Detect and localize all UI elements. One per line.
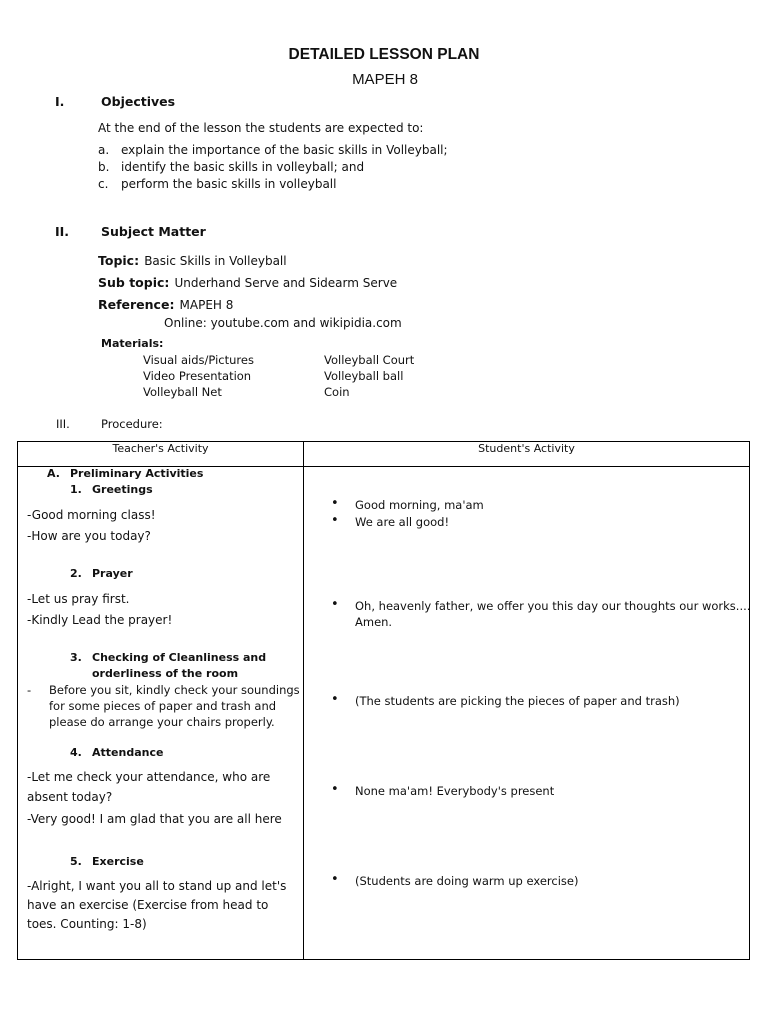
column-header-teacher: Teacher's Activity	[112, 442, 209, 455]
teacher-line: please do arrange your chairs properly.	[49, 715, 275, 729]
student-response: (The students are picking the pieces of paper and trash)	[355, 694, 680, 708]
material-item: Coin	[324, 385, 350, 399]
section-number-subject-matter: II.	[55, 224, 70, 239]
objective-letter: b.	[98, 160, 110, 174]
material-item: Visual aids/Pictures	[143, 353, 254, 367]
teacher-line: -Very good! I am glad that you are all here	[27, 812, 282, 826]
teacher-line: -Kindly Lead the prayer!	[27, 613, 173, 627]
reference-label: Reference:	[98, 297, 175, 312]
bullet-icon: •	[331, 597, 339, 612]
teacher-line: -Let me check your attendance, who are	[27, 770, 271, 784]
activity-title-cleanliness-continued: orderliness of the room	[92, 667, 239, 680]
document-title: DETAILED LESSON PLAN	[288, 46, 480, 63]
material-item: Video Presentation	[143, 369, 252, 383]
student-response: We are all good!	[355, 515, 450, 529]
reference-row	[98, 294, 233, 313]
objective-letter: a.	[98, 143, 110, 157]
teacher-line: -Good morning class!	[27, 508, 156, 522]
bullet-icon: •	[331, 496, 339, 511]
activity-title-prayer: Prayer	[92, 567, 133, 580]
material-item: Volleyball ball	[324, 369, 404, 383]
objectives-intro: At the end of the lesson the students are expected to:	[98, 121, 424, 135]
student-response-continued: Amen.	[355, 615, 393, 629]
student-response: Good morning, ma'am	[355, 498, 484, 512]
objective-letter: c.	[98, 177, 109, 191]
activity-title-greetings: Greetings	[92, 483, 153, 496]
activity-number: 4.	[70, 746, 82, 759]
student-response: Oh, heavenly father, we offer you this day our thoughts our works....	[355, 599, 751, 613]
table-column-divider	[303, 441, 304, 960]
teacher-line: -Let us pray first.	[27, 592, 130, 606]
topic-row	[98, 250, 287, 269]
subtopic-row	[98, 272, 397, 291]
teacher-line: for some pieces of paper and trash and	[49, 699, 277, 713]
bullet-icon: •	[331, 782, 339, 797]
reference-value: MAPEH 8	[179, 298, 234, 312]
material-item: Volleyball Court	[324, 353, 415, 367]
section-number-objectives: I.	[55, 94, 65, 109]
activity-section-title: Preliminary Activities	[70, 467, 204, 480]
bullet-icon: •	[331, 872, 339, 887]
activity-title-exercise: Exercise	[92, 855, 144, 868]
activity-number: 3.	[70, 651, 82, 664]
materials-label: Materials:	[101, 337, 164, 350]
objective-item: explain the importance of the basic skills in Volleyball;	[121, 143, 448, 157]
section-heading-objectives: Objectives	[101, 94, 176, 109]
bullet-icon: •	[331, 692, 339, 707]
subtopic-value: Underhand Serve and Sidearm Serve	[174, 276, 398, 290]
section-number-procedure: III.	[56, 417, 70, 431]
section-heading-subject-matter: Subject Matter	[101, 224, 206, 239]
objective-item: identify the basic skills in volleyball; and	[121, 160, 365, 174]
teacher-line: -Alright, I want you all to stand up and let's	[27, 879, 287, 893]
teacher-line-continued: absent today?	[27, 790, 113, 804]
dash-marker: -	[27, 683, 32, 697]
online-reference: Online: youtube.com and wikipidia.com	[164, 316, 402, 330]
objective-item: perform the basic skills in volleyball	[121, 177, 337, 191]
teacher-line-continued: have an exercise (Exercise from head to	[27, 898, 269, 912]
subtopic-label: Sub topic:	[98, 275, 170, 290]
document-subtitle: MAPEH 8	[352, 71, 418, 88]
activity-section-letter: A.	[47, 467, 60, 480]
activity-number: 5.	[70, 855, 82, 868]
teacher-line-continued: toes. Counting: 1-8)	[27, 917, 147, 931]
activity-title-attendance: Attendance	[92, 746, 164, 759]
section-heading-procedure: Procedure:	[101, 417, 163, 431]
student-response: (Students are doing warm up exercise)	[355, 874, 579, 888]
bullet-icon: •	[331, 513, 339, 528]
activity-title-cleanliness: Checking of Cleanliness and	[92, 651, 267, 664]
teacher-line: Before you sit, kindly check your soundings	[49, 683, 300, 697]
activity-number: 1.	[70, 483, 82, 496]
material-item: Volleyball Net	[143, 385, 222, 399]
topic-label: Topic:	[98, 253, 140, 268]
column-header-student: Student's Activity	[478, 442, 575, 455]
teacher-line: -How are you today?	[27, 529, 151, 543]
topic-value: Basic Skills in Volleyball	[144, 254, 287, 268]
activity-number: 2.	[70, 567, 82, 580]
student-response: None ma'am! Everybody's present	[355, 784, 555, 798]
